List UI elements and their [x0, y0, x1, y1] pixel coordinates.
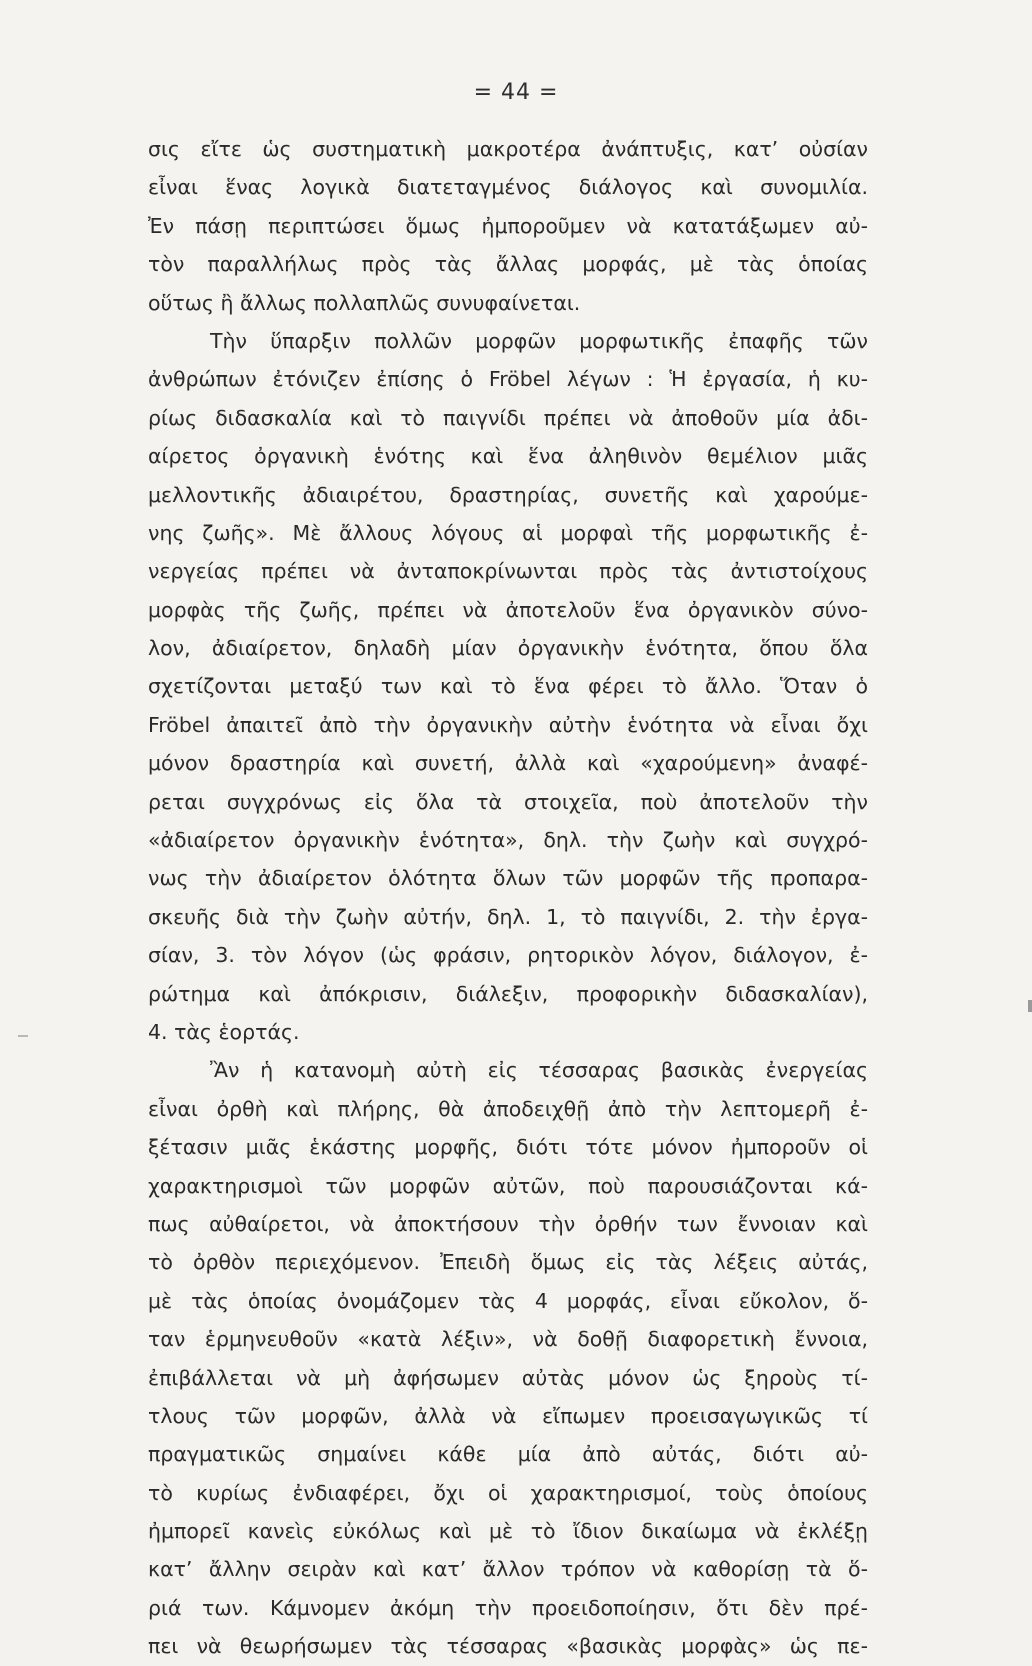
- text-line: Τὴν ὕπαρξιν πολλῶν μορφῶν μορφωτικῆς ἐπαφῆς τῶν: [210, 328, 868, 353]
- text-line: ἀνθρώπων ἐτόνιζεν ἐπίσης ὁ Fröbel λέγων : Ἡ ἐργασία, ἡ κυ-: [148, 367, 868, 392]
- text-line: ἐπιβάλλεται νὰ μὴ ἀφήσωμεν αὐτὰς μόνον ὡς ξηροὺς τί-: [148, 1365, 868, 1390]
- text-line: σκευῆς διὰ τὴν ζωὴν αὐτήν, δηλ. 1, τὸ παιγνίδι, 2. τὴν ἐργα-: [148, 904, 868, 929]
- text-line: σίαν, 3. τὸν λόγον (ὡς φράσιν, ρητορικὸν λόγον, διάλογον, ἐ-: [148, 943, 868, 968]
- text-line: νως τὴν ἀδιαίρετον ὁλότητα ὅλων τῶν μορφῶν τῆς προπαρα-: [148, 866, 868, 891]
- text-line: Fröbel ἀπαιτεῖ ἀπὸ τὴν ὀργανικὴν αὐτὴν ἑνότητα νὰ εἶναι ὄχι: [148, 712, 868, 737]
- text-line: τὸ κυρίως ἐνδιαφέρει, ὄχι οἱ χαρακτηρισμοί, τοὺς ὁποίους: [148, 1480, 868, 1505]
- text-line: εἶναι ὀρθὴ καὶ πλήρης, θὰ ἀποδειχθῇ ἀπὸ τὴν λεπτομερῆ ἐ-: [148, 1096, 868, 1121]
- text-line: ἠμπορεῖ κανεὶς εὐκόλως καὶ μὲ τὸ ἴδιον δικαίωμα νὰ ἐκλέξῃ: [148, 1519, 868, 1544]
- text-line: οὕτως ἢ ἄλλως πολλαπλῶς συνυφαίνεται.: [148, 290, 581, 315]
- text-line: «ἀδιαίρετον ὀργανικὴν ἑνότητα», δηλ. τὴν ζωὴν καὶ συγχρό-: [148, 828, 868, 853]
- text-line: πως αὐθαίρετοι, νὰ ἀποκτήσουν τὴν ὀρθήν των ἔννοιαν καὶ: [148, 1211, 868, 1236]
- text-line: νης ζωῆς». Μὲ ἄλλους λόγους αἱ μορφαὶ τῆς μορφωτικῆς ἐ-: [148, 520, 868, 545]
- text-line: μορφὰς τῆς ζωῆς, πρέπει νὰ ἀποτελοῦν ἕνα ὀργανικὸν σύνο-: [148, 597, 868, 622]
- text-line: ταν ἑρμηνευθοῦν «κατὰ λέξιν», νὰ δοθῇ διαφορετικὴ ἔννοια,: [148, 1327, 868, 1352]
- text-line: πει νὰ θεωρήσωμεν τὰς τέσσαρας «βασικὰς μορφὰς» ὡς πε-: [148, 1634, 868, 1659]
- text-line: ρώτημα καὶ ἀπόκρισιν, διάλεξιν, προφορικὴν διδασκαλίαν),: [148, 981, 868, 1006]
- text-line: μελλοντικῆς ἀδιαιρέτου, δραστηρίας, συνετῆς καὶ χαρούμε-: [148, 482, 868, 507]
- text-line: 4. τὰς ἑορτάς.: [148, 1019, 300, 1044]
- text-line: μὲ τὰς ὁποίας ὀνομάζομεν τὰς 4 μορφάς, εἶναι εὔκολον, ὅ-: [148, 1288, 868, 1313]
- scan-edge-mark: [1028, 1000, 1032, 1012]
- text-line: ρίως διδασκαλία καὶ τὸ παιγνίδι πρέπει νὰ ἀποθοῦν μία ἀδι-: [148, 405, 868, 430]
- text-line: τλους τῶν μορφῶν, ἀλλὰ νὰ εἴπωμεν προεισαγωγικῶς τί: [148, 1403, 868, 1428]
- text-line: Ἐν πάσῃ περιπτώσει ὅμως ἠμποροῦμεν νὰ κατατάξωμεν αὐ-: [148, 213, 868, 238]
- text-line: εἶναι ἕνας λογικὰ διατεταγμένος διάλογος καὶ συνομιλία.: [148, 175, 868, 200]
- text-line: μόνον δραστηρία καὶ συνετή, ἀλλὰ καὶ «χαρούμενη» ἀναφέ-: [148, 751, 868, 776]
- scan-margin-dash: [18, 1035, 28, 1037]
- page-number: = 44 =: [473, 80, 559, 105]
- text-line: ρεται συγχρόνως εἰς ὅλα τὰ στοιχεῖα, ποὺ ἀποτελοῦν τὴν: [148, 789, 868, 814]
- text-line: Ἂν ἡ κατανομὴ αὐτὴ εἰς τέσσαρας βασικὰς ἐνεργείας: [210, 1058, 868, 1083]
- text-line: αίρετος ὀργανικὴ ἑνότης καὶ ἕνα ἀληθινὸν θεμέλιον μιᾶς: [148, 444, 868, 469]
- text-line: χαρακτηρισμοὶ τῶν μορφῶν αὐτῶν, ποὺ παρουσιάζονται κά-: [148, 1173, 868, 1198]
- text-line: σχετίζονται μεταξύ των καὶ τὸ ἕνα φέρει τὸ ἄλλο. Ὅταν ὁ: [148, 674, 868, 699]
- text-line: λον, ἀδιαίρετον, δηλαδὴ μίαν ὀργανικὴν ἑνότητα, ὅπου ὅλα: [148, 636, 868, 661]
- text-line: τὸ ὀρθὸν περιεχόμενον. Ἐπειδὴ ὅμως εἰς τὰς λέξεις αὐτάς,: [148, 1250, 868, 1275]
- body-text: [148, 130, 868, 1666]
- text-line: πραγματικῶς σημαίνει κάθε μία ἀπὸ αὐτάς, διότι αὐ-: [148, 1442, 868, 1467]
- text-line: σις εἴτε ὡς συστηματικὴ μακροτέρα ἀνάπτυξις, κατ’ οὐσίαν: [148, 137, 868, 161]
- text-line: ριά των. Κάμνομεν ἀκόμη τὴν προειδοποίησιν, ὅτι δὲν πρέ-: [148, 1595, 868, 1620]
- text-line: κατ’ ἄλλην σειρὰν καὶ κατ’ ἄλλον τρόπον νὰ καθορίσῃ τὰ ὅ-: [148, 1557, 868, 1582]
- text-line: ξέτασιν μιᾶς ἑκάστης μορφῆς, διότι τότε μόνον ἠμποροῦν οἱ: [148, 1135, 868, 1160]
- text-line: τὸν παραλλήλως πρὸς τὰς ἄλλας μορφάς, μὲ τὰς ὁποίας: [148, 252, 868, 277]
- text-line: νεργείας πρέπει νὰ ἀνταποκρίνωνται πρὸς τὰς ἀντιστοίχους: [148, 559, 868, 584]
